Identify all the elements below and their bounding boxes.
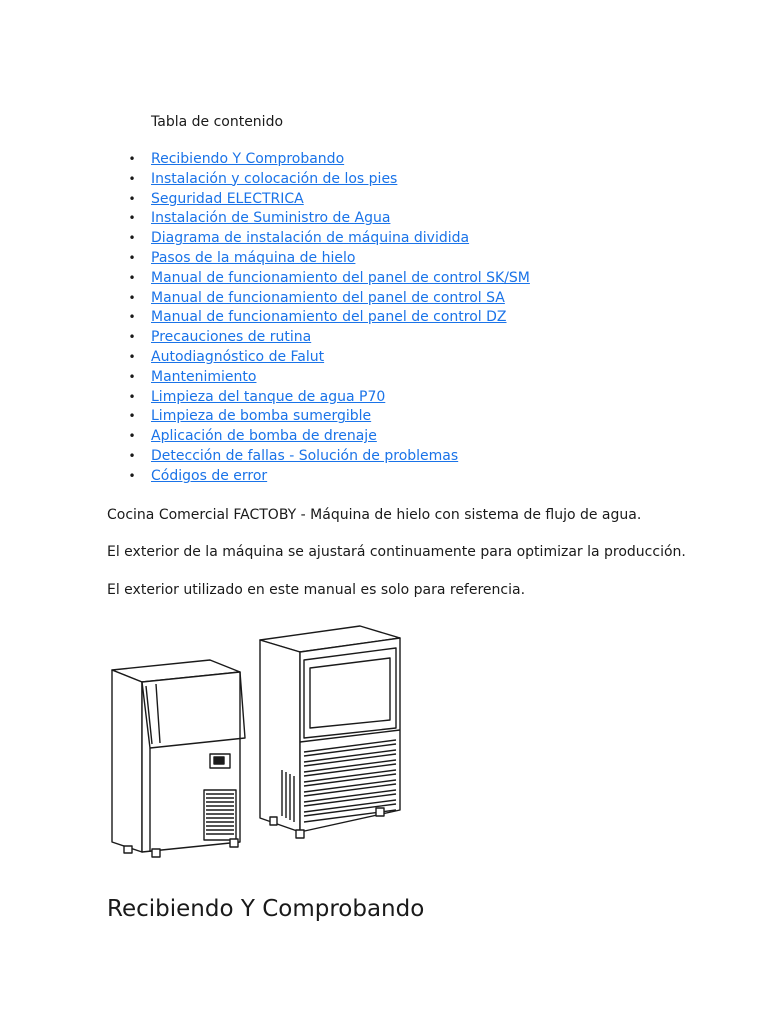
bullet-icon: •: [128, 448, 136, 463]
toc-list: [128, 150, 530, 487]
bullet-icon: •: [128, 330, 136, 345]
toc-link-panel-dz[interactable]: Manual de funcionamiento del panel de control DZ: [151, 309, 507, 326]
toc-link-suministro-agua[interactable]: Instalación de Suministro de Agua: [151, 210, 391, 227]
toc-link-deteccion-fallas[interactable]: Detección de fallas - Solución de problemas: [151, 447, 459, 464]
ice-machine-illustration: [100, 620, 420, 870]
section-heading: Recibiendo Y Comprobando: [107, 896, 425, 922]
ice-machine-left-drawing: [112, 660, 245, 857]
bullet-icon: •: [128, 349, 136, 364]
bullet-icon: •: [128, 152, 136, 166]
toc-item: [128, 209, 530, 229]
bullet-icon: •: [128, 250, 136, 265]
intro-paragraph-2: El exterior de la máquina se ajustará continuamente para optimizar la producción.: [107, 544, 686, 560]
toc-item: [128, 427, 530, 447]
toc-link-panel-sa[interactable]: Manual de funcionamiento del panel de control SA: [151, 289, 505, 306]
toc-item: [128, 269, 530, 289]
bullet-icon: •: [128, 290, 136, 305]
toc-item: [128, 150, 530, 170]
toc-item: [128, 308, 530, 328]
vent-grille-left: [204, 790, 236, 840]
ice-machine-right-drawing: [260, 626, 400, 838]
bullet-icon: •: [128, 191, 136, 206]
toc-link-limpieza-bomba[interactable]: Limpieza de bomba sumergible: [151, 408, 372, 425]
toc-item: [128, 249, 530, 269]
toc-item: [128, 229, 530, 249]
bullet-icon: •: [128, 211, 136, 226]
toc-item: [128, 368, 530, 388]
toc-link-seguridad[interactable]: Seguridad ELECTRICA: [151, 190, 304, 207]
toc-link-panel-sksm[interactable]: Manual de funcionamiento del panel de control SK/SM: [151, 269, 530, 286]
bullet-icon: •: [128, 270, 136, 285]
toc-link-bomba-drenaje[interactable]: Aplicación de bomba de drenaje: [151, 428, 377, 445]
toc-item: [128, 289, 530, 309]
toc-link-pasos[interactable]: Pasos de la máquina de hielo: [151, 249, 356, 266]
bullet-icon: •: [128, 310, 136, 325]
bullet-icon: •: [128, 429, 136, 444]
bullet-icon: •: [128, 389, 136, 404]
toc-link-instalacion-pies[interactable]: Instalación y colocación de los pies: [151, 170, 398, 187]
toc-item: [128, 328, 530, 348]
toc-link-diagrama[interactable]: Diagrama de instalación de máquina dividida: [151, 230, 470, 247]
bullet-icon: •: [128, 171, 136, 186]
toc-link-autodiagnostico[interactable]: Autodiagnóstico de Falut: [151, 348, 325, 365]
toc-link-codigos-error[interactable]: Códigos de error: [151, 467, 268, 484]
intro-paragraph-3: El exterior utilizado en este manual es solo para referencia.: [107, 582, 526, 598]
toc-link-precauciones[interactable]: Precauciones de rutina: [151, 329, 312, 346]
bullet-icon: •: [128, 369, 136, 384]
toc-item: [128, 388, 530, 408]
toc-item: [128, 170, 530, 190]
toc-link-recibiendo[interactable]: Recibiendo Y Comprobando: [151, 151, 345, 167]
toc-item: [128, 447, 530, 467]
toc-item: [128, 407, 530, 427]
toc-item: [128, 467, 530, 487]
toc-item: [128, 348, 530, 368]
toc-link-mantenimiento[interactable]: Mantenimiento: [151, 368, 257, 385]
toc-link-limpieza-tanque[interactable]: Limpieza del tanque de agua P70: [151, 388, 386, 405]
intro-paragraph-1: Cocina Comercial FACTOBY - Máquina de hielo con sistema de flujo de agua.: [107, 507, 642, 523]
toc-title: Tabla de contenido: [151, 114, 284, 130]
bullet-icon: •: [128, 409, 136, 424]
bullet-icon: •: [128, 231, 136, 246]
bullet-icon: •: [128, 468, 136, 483]
toc-item: [128, 190, 530, 210]
